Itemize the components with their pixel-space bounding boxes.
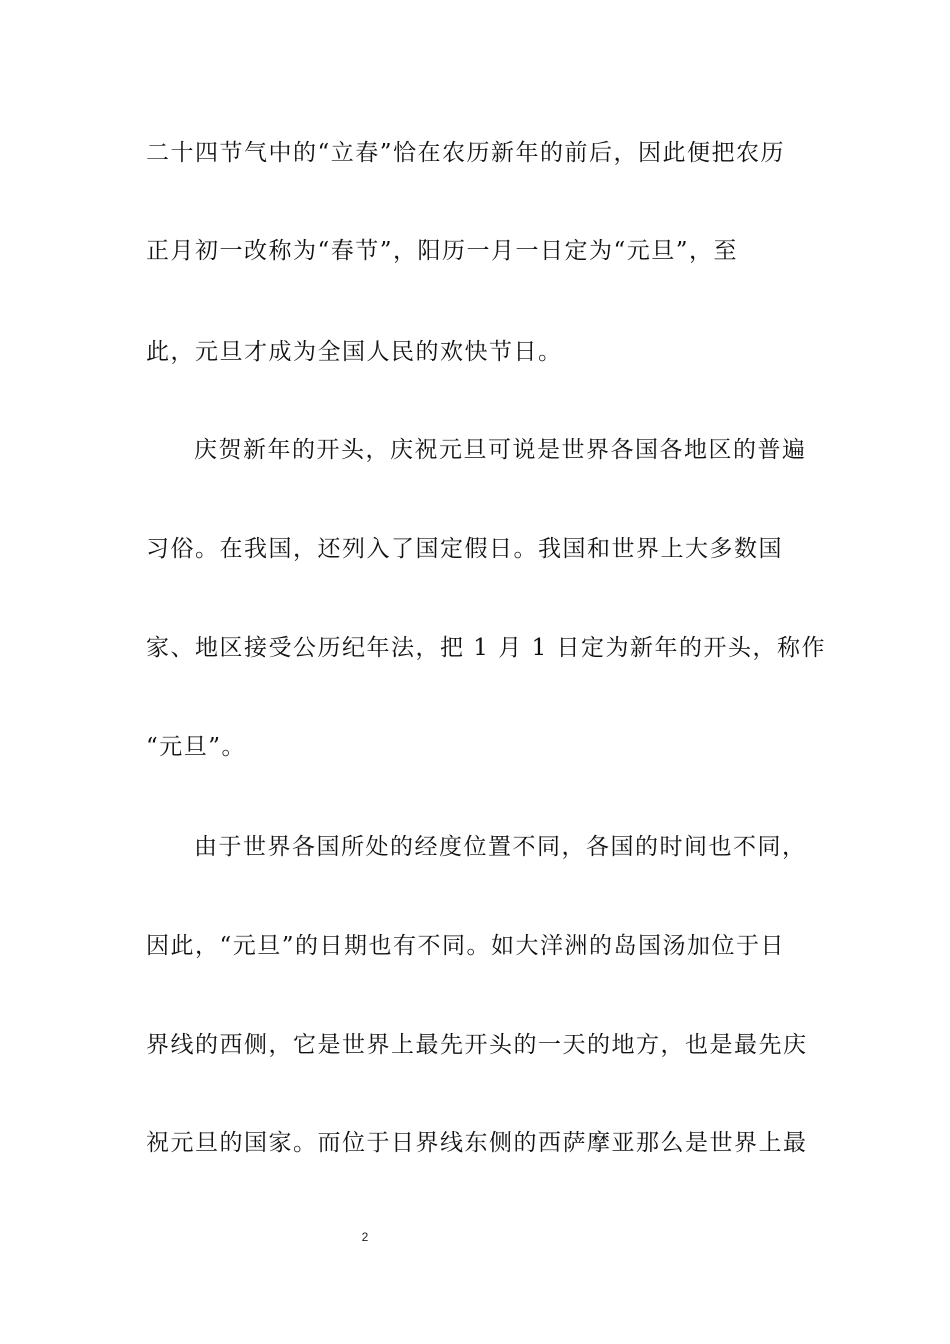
paragraph-line: 由于世界各国所处的经度位置不同，各国的时间也不同， xyxy=(194,834,807,860)
paragraph-line: 此，元旦才成为全国人民的欢快节日。 xyxy=(146,339,563,365)
paragraph-line: 二十四节气中的“立春”恰在农历新年的前后，因此便把农历 xyxy=(146,140,786,166)
paragraph-line: 界线的西侧，它是世界上最先开头的一天的地方，也是最先庆 xyxy=(146,1032,808,1058)
paragraph-line: 习俗。在我国，还列入了国定假日。我国和世界上大多数国 xyxy=(146,536,783,562)
paragraph-line: 庆贺新年的开头，庆祝元旦可说是世界各国各地区的普遍 xyxy=(194,437,807,463)
page-number: 2 xyxy=(361,1230,369,1244)
paragraph-line: “元旦”。 xyxy=(146,734,247,760)
paragraph-line: 正月初一改称为“春节”，阳历一月一日定为“元旦”，至 xyxy=(146,238,739,264)
paragraph-line: 家、地区接受公历纪年法，把 1 月 1 日定为新年的开头，称作 xyxy=(146,635,827,661)
paragraph-line: 祝元旦的国家。而位于日界线东侧的西萨摩亚那么是世界上最 xyxy=(146,1130,808,1156)
paragraph-line: 因此，“元旦”的日期也有不同。如大洋洲的岛国汤加位于日 xyxy=(146,933,786,959)
